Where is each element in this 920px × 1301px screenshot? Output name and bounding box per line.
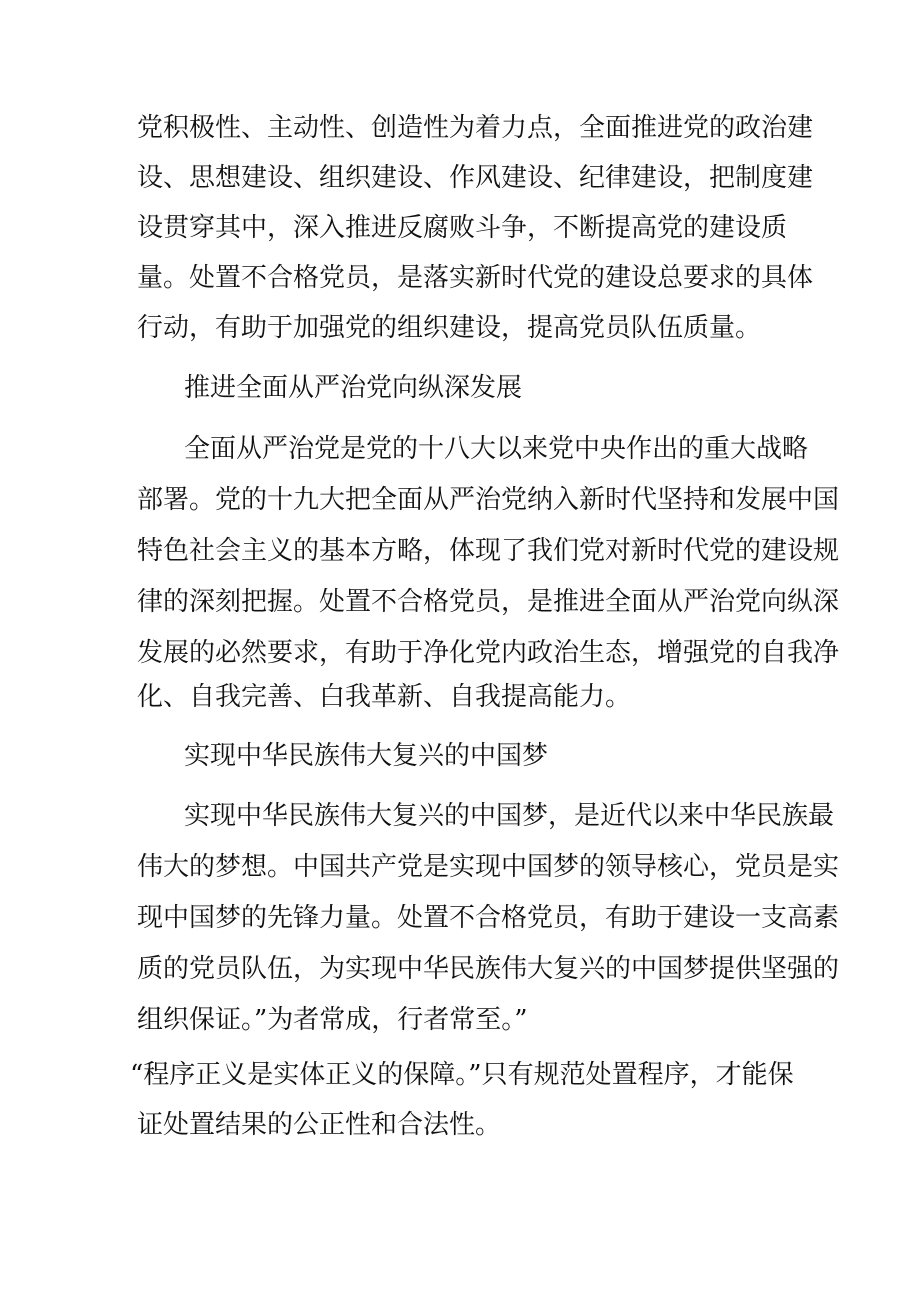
paragraph-1-line-4: 量。处置不合格党员，是落实新时代党的建设总要求的具体	[137, 263, 814, 293]
paragraph-4-line-2: 证处置结果的公正性和合法性。	[137, 1110, 502, 1140]
paragraph-2-line-4: 律的深刻把握。处置不合格党员，是推进全面从严治党向纵深	[137, 587, 840, 617]
paragraph-3-line-2: 伟大的梦想。中国共产党是实现中国梦的领导核心，党员是实	[137, 852, 840, 882]
paragraph-1-line-1: 党积极性、主动性、创造性为着力点，全面推进党的政治建	[137, 113, 814, 143]
paragraph-1-line-2: 设、思想建设、组织建设、作风建设、纪律建设，把制度建	[137, 163, 814, 193]
paragraph-3-line-5: 组织保证。”为者常成，行者常至。”	[137, 1005, 528, 1035]
paragraph-1-line-5: 行动，有助于加强党的组织建设，提高党员队伍质量。	[137, 313, 762, 343]
paragraph-2-line-5: 发展的必然要求，有助于净化党内政治生态，增强党的自我净	[137, 638, 840, 668]
section-heading-2: 实现中华民族伟大复兴的中国梦	[184, 741, 549, 771]
section-heading-1: 推进全面从严治党向纵深发展	[184, 373, 523, 403]
paragraph-3-line-3: 现中国梦的先锋力量。处置不合格党员，有助于建设一支高素	[137, 903, 840, 933]
paragraph-2-line-3: 特色社会主义的基本方略，体现了我们党对新时代党的建设规	[137, 536, 840, 566]
paragraph-3-line-1: 实现中华民族伟大复兴的中国梦，是近代以来中华民族最	[184, 801, 835, 831]
paragraph-4-line-1: “程序正义是实体正义的保障。”只有规范处置程序，才能保	[130, 1060, 794, 1090]
paragraph-1-line-3: 设贯穿其中，深入推进反腐败斗争，不断提高党的建设质	[137, 213, 788, 243]
paragraph-2-line-6: 化、自我完善、白我革新、自我提高能力。	[137, 682, 632, 712]
paragraph-2-line-2: 部署。党的十九大把全面从严治党纳入新时代坚持和发展中国	[137, 485, 840, 515]
paragraph-3-line-4: 质的党员队伍，为实现中华民族伟大复兴的中国梦提供坚强的	[137, 954, 840, 984]
paragraph-2-line-1: 全面从严治党是党的十八大以来党中央作出的重大战略	[184, 434, 809, 464]
